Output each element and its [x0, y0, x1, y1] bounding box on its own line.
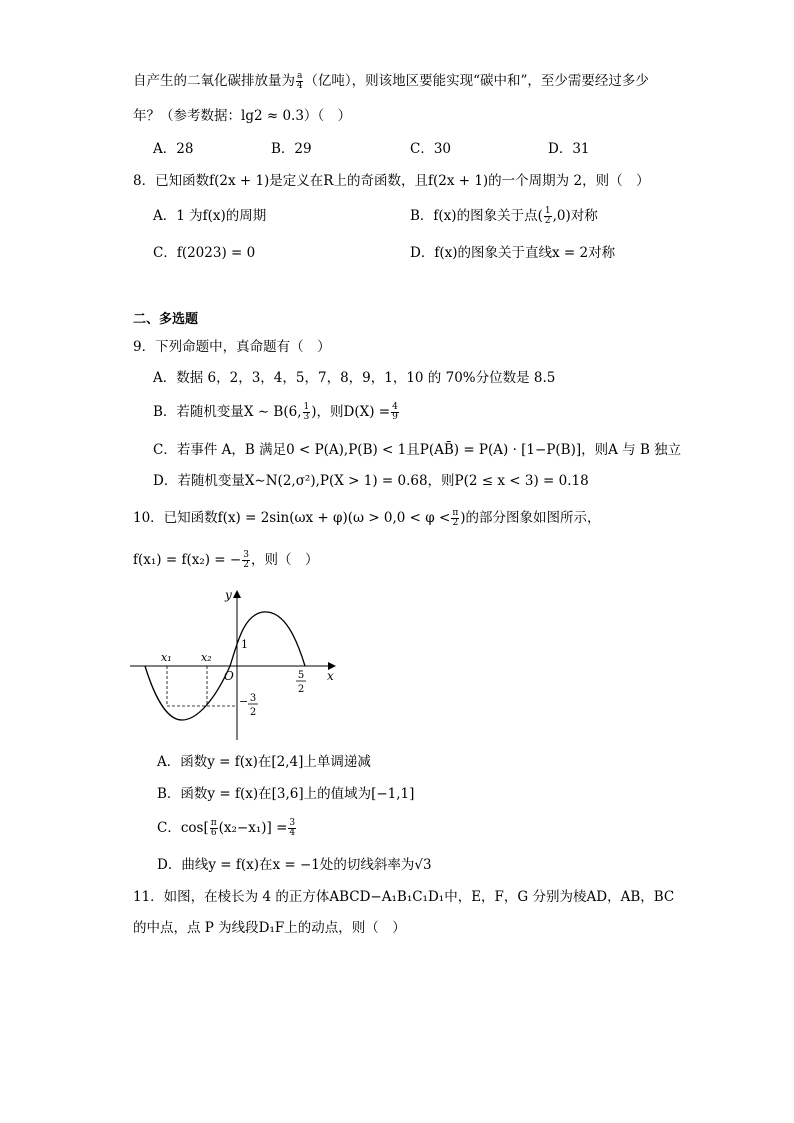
- neg-three-half-num: 3: [249, 693, 257, 704]
- q10-line2-text-a: f(x₁) = f(x₂) = −: [133, 552, 242, 568]
- q8-option-d: D．f(x)的图象关于直线x = 2对称: [410, 245, 616, 261]
- sine-graph-figure: [125, 585, 345, 745]
- q9-b-frac1-num: 1: [303, 402, 310, 412]
- q8-b-frac-den: 2: [544, 216, 551, 226]
- q10-option-a: A．函数y = f(x)在[2,4]上单调递减: [157, 754, 371, 770]
- q10-c-frac2-num: 3: [289, 818, 296, 828]
- q10-c-frac1-den: 6: [210, 828, 217, 838]
- q8-b-text-b: ,0)对称: [552, 208, 598, 224]
- x1-label: x₁: [161, 651, 172, 664]
- q9-b-fraction-1: [303, 403, 311, 422]
- q9-b-text-b: )，则D(X) =: [311, 404, 391, 420]
- x-axis-label: x: [327, 669, 334, 683]
- q10-stem-frac-num: π: [452, 508, 459, 518]
- origin-label: O: [224, 669, 234, 683]
- q10-stem-text-b: )的部分图象如图所示，: [460, 510, 601, 526]
- q11-line2: 的中点，点 P 为线段D₁F上的动点，则（ ）: [133, 920, 406, 936]
- q7-option-c: C．30: [410, 141, 452, 157]
- q10-line2-frac-num: 3: [243, 550, 249, 560]
- q8-b-fraction: [544, 207, 552, 226]
- q9-b-frac2-den: 9: [392, 412, 398, 422]
- q10-c-text-a: C．cos[: [157, 820, 209, 836]
- q10-stem-fraction: [451, 509, 459, 528]
- q7-option-d: D．31: [548, 141, 590, 157]
- q10-option-d: D．曲线y = f(x)在x = −1处的切线斜率为√3: [157, 857, 432, 873]
- q10-option-b: B．函数y = f(x)在[3,6]上的值域为[−1,1]: [157, 786, 415, 802]
- q9-stem: 9．下列命题中，真命题有（ ）: [133, 339, 331, 355]
- x2-label: x₂: [201, 651, 212, 664]
- q10-line2-frac-den: 2: [243, 560, 249, 570]
- q8-b-frac-num: 1: [544, 206, 551, 216]
- q10-c-fraction-1: [210, 819, 218, 838]
- q9-b-fraction-2: [391, 403, 399, 422]
- q8-option-a: A．1 为f(x)的周期: [153, 208, 267, 224]
- q10-c-fraction-2: [288, 819, 296, 838]
- q10-line2-fraction: [242, 551, 250, 570]
- q10-stem-text-a: 10．已知函数f(x) = 2sin(ωx + φ)(ω > 0,0 < φ <: [133, 510, 451, 526]
- q8-option-c: C．f(2023) = 0: [153, 245, 256, 261]
- one-label: 1: [241, 638, 248, 651]
- q8-option-b: [410, 206, 598, 226]
- q9-option-c: C．若事件 A，B 满足0 < P(A),P(B) < 1且P(AB̄) = P(A) · [1−P(B)]，则A 与 B 独立: [153, 442, 682, 458]
- five-half-den: 2: [297, 684, 305, 695]
- q9-option-b: [153, 402, 400, 422]
- q8-stem: 8．已知函数f(2x + 1)是定义在R上的奇函数，且f(2x + 1)的一个周期为 2，则（ ）: [133, 173, 650, 189]
- q10-c-frac1-num: π: [210, 818, 217, 828]
- q9-b-text-a: B．若随机变量X ∼ B(6,: [153, 404, 302, 420]
- q9-b-frac1-den: 3: [303, 412, 310, 422]
- q10-c-text-b: (x₂−x₁)] =: [218, 820, 288, 836]
- q7-frac-den: 4: [296, 81, 303, 91]
- q7-option-b: B．29: [271, 141, 312, 157]
- q10-stem-frac-den: 2: [452, 518, 459, 528]
- q7-line1-text-a: 自产生的二氧化碳排放量为: [133, 73, 295, 89]
- section-title: 二、多选题: [133, 312, 199, 327]
- q10-option-c: [157, 818, 297, 838]
- q9-option-d: D．若随机变量X∼N(2,σ²),P(X > 1) = 0.68，则P(2 ≤ x < 3) = 0.18: [153, 473, 589, 489]
- q7-fraction: [296, 72, 303, 91]
- q10-line2-text-b: ，则（ ）: [250, 552, 319, 568]
- q9-option-a: A．数据 6，2，3，4，5，7，8，9，1，10 的 70%分位数是 8.5: [153, 370, 556, 386]
- q7-option-a: A．28: [153, 141, 194, 157]
- q7-line2: 年？（参考数据：lg2 ≈ 0.3）（ ）: [133, 108, 352, 124]
- q11-line1: 11．如图，在棱长为 4 的正方体ABCD−A₁B₁C₁D₁中，E，F，G 分别为棱AD，AB，BC: [133, 889, 675, 905]
- q9-b-frac2-num: 4: [392, 402, 398, 412]
- q7-line1: [133, 71, 649, 91]
- q7-line1-text-b: （亿吨），则该地区要能实现“碳中和”，至少需要经过多少: [304, 73, 649, 89]
- q10-stem: [133, 508, 601, 528]
- neg-three-half-den: 2: [249, 707, 257, 718]
- y-axis-label: y: [225, 588, 232, 602]
- q8-b-text-a: B．f(x)的图象关于点(: [410, 208, 543, 224]
- five-half-num: 5: [297, 670, 305, 681]
- neg-three-half-sign: −: [239, 695, 249, 708]
- q10-c-frac2-den: 4: [289, 828, 296, 838]
- q7-frac-num: a: [297, 71, 303, 81]
- q10-line2: [133, 550, 318, 570]
